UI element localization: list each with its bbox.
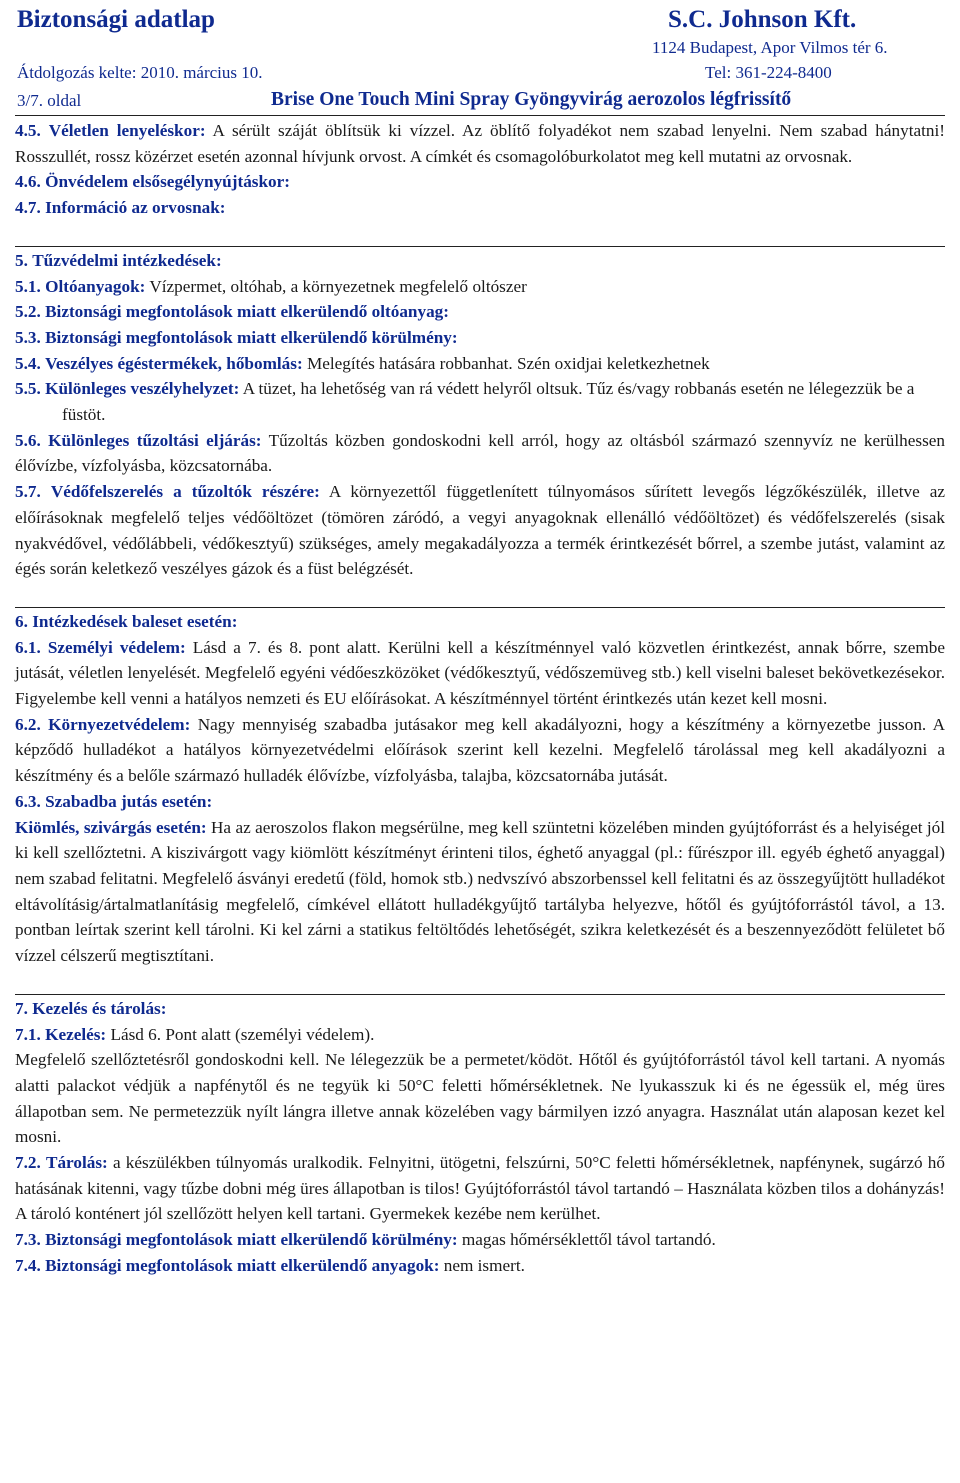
header-divider [15, 115, 945, 116]
section-6-2: 6.2. Környezetvédelem: Nagy mennyiség szabadba jutásakor meg kell akadályozni, hogy a készítmény a környezetbe jusson. A képződő hulladékot a hatályos környezetvédelmi előírások szerint kell kezelni. Megfelelő tárolással meg kell akadályozni a készítmény és a belőle származó hulladék élővízbe, vízfolyásba, talajba, közcsatornába jutását. [15, 714, 946, 786]
section-4-5: 4.5. Véletlen lenyeléskor: A sérült száját öblítsük ki vízzel. Az öblítő folyadékot nem szabad lenyelni. Nem szabad hánytatni! Rosszullét, rossz közérzet esetén azonnal hívjunk orvost. A címkét és csomagolóburkolatot meg kell mutatni az orvosnak. [15, 121, 945, 166]
section-7-1: 7.1. Kezelés: Lásd 6. Pont alatt (személyi védelem). [15, 1024, 375, 1044]
revision-date: Átdolgozás kelte: 2010. március 10. [17, 63, 263, 82]
company-name: S.C. Johnson Kft. [668, 6, 857, 33]
section-6-heading: 6. Intézkedések baleset esetén: [15, 611, 238, 631]
product-name: Brise One Touch Mini Spray Gyöngyvirág aerozolos légfrissítő [271, 89, 792, 110]
document-body [15, 118, 945, 1279]
section-7-2: 7.2. Tárolás: a készülékben túlnyomás uralkodik. Felnyitni, ütögetni, felszúrni, 50°C feletti hőmérsékletnek, napfénynek, sugárzó hő hatásának kitenni, vagy tűzbe dobni még üres állapotban is tilos! Gyújtóforrástól távol tartandó – Használata közben tilos a dohányzás! A tároló konténert jól szellőzött helyen kell tartani. Gyermekek kezébe nem kerülhet. [15, 1153, 945, 1224]
section-5-heading: 5. Tűzvédelmi intézkedések: [15, 250, 222, 270]
section-6-3-spill: Kiömlés, szivárgás esetén: Ha az aeroszolos flakon megsérülne, meg kell szüntetni közelében minden gyújtóforrást és a helyiséget jól ki kell szellőztetni. A kiszivárgott vagy kiömlött készítményt érinteni tilos, éghető anyaggal (pl.: fűrészpor ill. egyéb éghető anyaggal) nem szabad felitatni. Megfelelő ásványi eredetű (föld, homok stb.) nedvszívó abszorbenssel kell felitatni és az összegyűjtött hulladékot eltávolításig/ártalmatlanításig megfelelő, címkével ellátott hulladékgyűjtő tartályba helyezve, hőtől és gyújtóforrástól távol, a 13. pontban leírtak szerint kell tárolni. Ki kel zárni a statikus feltöltődés lehetőségét, szikra keletkezését és a beszennyeződött felületet bő vízzel célszerű megtisztítani. [15, 817, 946, 966]
section-5-2: 5.2. Biztonsági megfontolások miatt elkerülendő oltóanyag: [15, 302, 449, 322]
company-address: 1124 Budapest, Apor Vilmos tér 6. [652, 38, 888, 57]
section-7-3: 7.3. Biztonsági megfontolások miatt elkerülendő körülmény: magas hőmérséklettől távol tartandó. [15, 1230, 716, 1250]
section-5-6: 5.6. Különleges tűzoltási eljárás: Tűzoltás közben gondoskodni kell arról, hogy az oltásból származó szennyvíz ne kerülhessen élővízbe, vízfolyásba, közcsatornába. [15, 430, 945, 476]
section-4-7: 4.7. Információ az orvosnak: [15, 198, 226, 218]
section-divider [15, 994, 945, 995]
section-5-5: 5.5. Különleges veszélyhelyzet: A tüzet, ha lehetőség van rá védett helyről oltsuk. Tűz és/vagy robbanás esetén ne lélegezzük be a füstöt. [15, 379, 915, 425]
section-7-4: 7.4. Biztonsági megfontolások miatt elkerülendő anyagok: nem ismert. [15, 1255, 525, 1275]
page-number: 3/7. oldal [17, 91, 82, 110]
section-6-3: 6.3. Szabadba jutás esetén: [15, 791, 213, 811]
document-title: Biztonsági adatlap [17, 6, 215, 33]
section-4-6: 4.6. Önvédelem elsősegélynyújtáskor: [15, 172, 290, 192]
section-5-1: 5.1. Oltóanyagok: Vízpermet, oltóhab, a környezetnek megfelelő oltószer [15, 276, 527, 296]
section-7-heading: 7. Kezelés és tárolás: [15, 998, 167, 1018]
company-phone: Tel: 361-224-8400 [705, 63, 832, 82]
section-divider [15, 246, 945, 247]
section-5-3: 5.3. Biztonsági megfontolások miatt elkerülendő körülmény: [15, 327, 458, 347]
section-7-1-text: Megfelelő szellőztetésről gondoskodni kell. Ne lélegezzük be a permetet/ködöt. Hőtől és gyújtóforrástól távol kell tartani. A nyomás alatti palackot védjük a napfénytől és ne tegyük ki 50°C feletti hőmérsékletnek. Ne lyukasszuk ki és ne égessük el, még üres állapotban sem. Ne permetezzük nyílt lángra illetve annak közelében vagy bármilyen izzó anyagra. Használat után alaposan kezet kel mosni. [15, 1050, 945, 1147]
section-divider [15, 607, 945, 608]
section-6-1: 6.1. Személyi védelem: Lásd a 7. és 8. pont alatt. Kerülni kell a készítménnyel való közvetlen érintkezést, annak bőrre, szembe jutását, véletlen lenyelését. Megfelelő egyéni védőeszközöket (védőkesztyű, védőszemüveg stb.) kell viselni baleset bekövetkezésekor. Figyelembe kell venni a hatályos nemzeti és EU előírásokat. A készítménnyel történt érintkezés után kezet kell mosni. [15, 637, 946, 709]
section-5-7: 5.7. Védőfelszerelés a tűzoltók részére: A környezettől függetlenített túlnyomásos sűrített levegős légzőkészülék, illetve az előírásoknak megfelelő teljes védőöltözet (tömören záródó, a vegyi anyagoknak ellenálló védőöltözet) és védőfelszerelés (sisak nyakvédővel, védőlábbeli, védőkesztyű) szükséges, amely megakadályozza a termék érintkezését bőrrel, a szembe jutást, valamint az égés során keletkező veszélyes gázok és a füst belégzését. [15, 482, 946, 579]
section-5-4: 5.4. Veszélyes égéstermékek, hőbomlás: Melegítés hatására robbanhat. Szén oxidjai keletkezhetnek [15, 353, 710, 373]
